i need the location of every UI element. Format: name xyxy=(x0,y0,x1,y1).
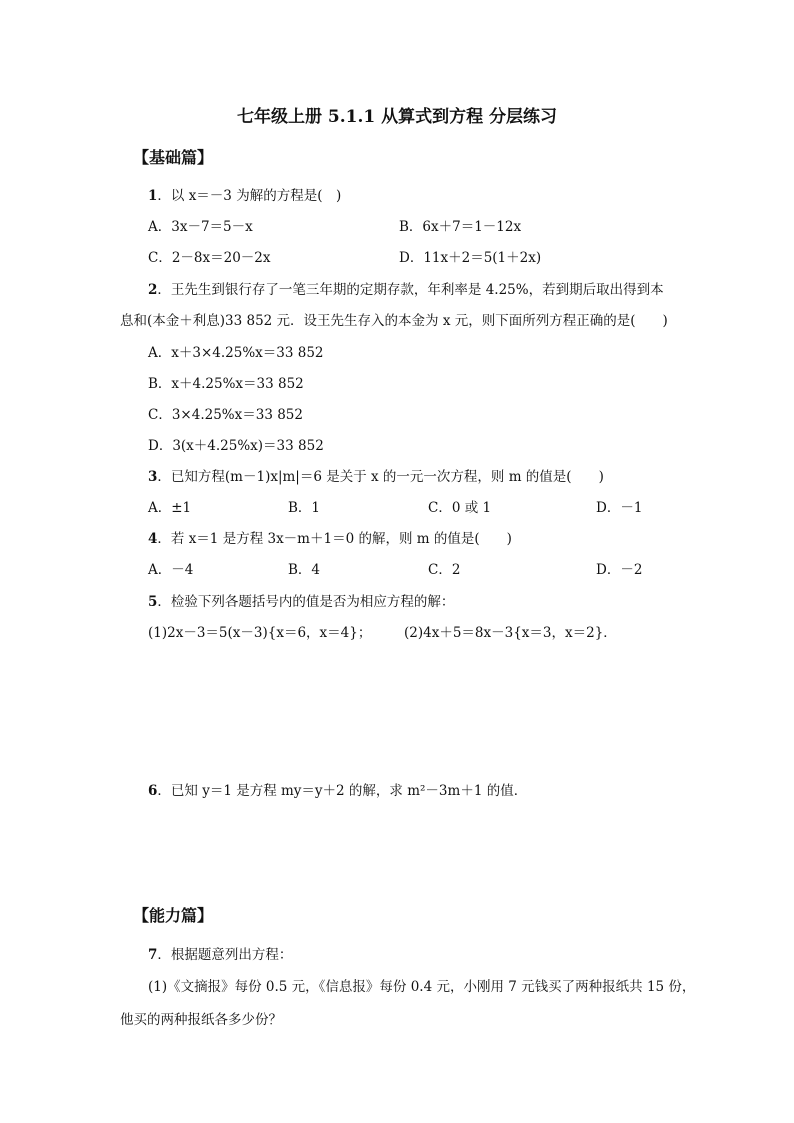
question-4 xyxy=(148,531,512,548)
q2-option-a: A．x＋3×4.25%x＝33 852 xyxy=(148,345,324,361)
question-1 xyxy=(148,188,341,205)
q2-option-d: D．3(x＋4.25%x)＝33 852 xyxy=(148,438,324,454)
question-stem: ．检验下列各题括号内的值是否为相应方程的解： xyxy=(157,594,455,610)
q7-part-1-line-2: 他买的两种报纸各多少份？ xyxy=(120,1012,282,1028)
q5-part-2: (2)4x＋5＝8x－3{x＝3，x＝2}． xyxy=(404,625,617,641)
question-stem: ．若 x＝1 是方程 3x－m＋1＝0 的解，则 m 的值是( ) xyxy=(157,531,512,547)
q1-option-b: B．6x＋7＝1－12x xyxy=(399,219,522,235)
q5-part-1: (1)2x－3＝5(x－3){x＝6，x＝4}； xyxy=(148,625,372,641)
question-7 xyxy=(148,947,292,964)
q4-option-a: A．－4 xyxy=(148,562,194,578)
question-stem: ．已知方程(m－1)x|m|＝6 是关于 x 的一元一次方程，则 m 的值是( ) xyxy=(157,469,604,485)
question-stem-line-2: 息和(本金＋利息)33 852 元．设王先生存入的本金为 x 元，则下面所列方程正确的是( ) xyxy=(120,313,668,329)
q4-option-b: B．4 xyxy=(288,562,321,578)
question-number: 6 xyxy=(148,783,158,799)
q4-option-d: D．－2 xyxy=(596,562,643,578)
q1-option-d: D．11x＋2＝5(1＋2x) xyxy=(399,250,542,266)
question-number: 1 xyxy=(148,188,158,204)
q1-option-a: A．3x－7＝5－x xyxy=(148,219,253,235)
question-2 xyxy=(148,282,664,299)
question-number: 5 xyxy=(148,594,158,610)
q1-option-c: C．2－8x＝20－2x xyxy=(148,250,271,266)
q3-option-b: B．1 xyxy=(288,500,321,516)
q2-option-b: B．x＋4.25%x＝33 852 xyxy=(148,376,304,392)
q3-option-d: D．－1 xyxy=(596,500,643,516)
q3-option-a: A．±1 xyxy=(148,500,192,516)
question-number: 2 xyxy=(148,282,158,298)
section-heading-basic: 【基础篇】 xyxy=(133,148,214,167)
page-title: 七年级上册 5.1.1 从算式到方程 分层练习 xyxy=(236,107,558,127)
section-heading-ability: 【能力篇】 xyxy=(133,906,214,925)
question-stem-line-1: ．王先生到银行存了一笔三年期的定期存款，年利率是 4.25%，若到期后取出得到本 xyxy=(157,282,664,298)
q4-option-c: C．2 xyxy=(428,562,461,578)
q7-part-1-line-1: (1)《文摘报》每份 0.5 元，《信息报》每份 0.4 元，小刚用 7 元钱买了两种报纸共 15 份， xyxy=(148,979,696,995)
question-stem: ．根据题意列出方程： xyxy=(157,947,293,963)
question-stem: ．已知 y＝1 是方程 my＝y＋2 的解，求 m²－3m＋1 的值． xyxy=(157,783,528,799)
question-number: 4 xyxy=(148,531,158,547)
q3-option-c: C．0 或 1 xyxy=(428,500,492,516)
question-number: 7 xyxy=(148,947,158,963)
q2-option-c: C．3×4.25%x＝33 852 xyxy=(148,407,303,423)
question-stem: ．以 x＝－3 为解的方程是( ) xyxy=(157,188,342,204)
question-number: 3 xyxy=(148,469,158,485)
question-6 xyxy=(148,783,527,800)
question-5 xyxy=(148,594,454,611)
question-3 xyxy=(148,469,604,486)
